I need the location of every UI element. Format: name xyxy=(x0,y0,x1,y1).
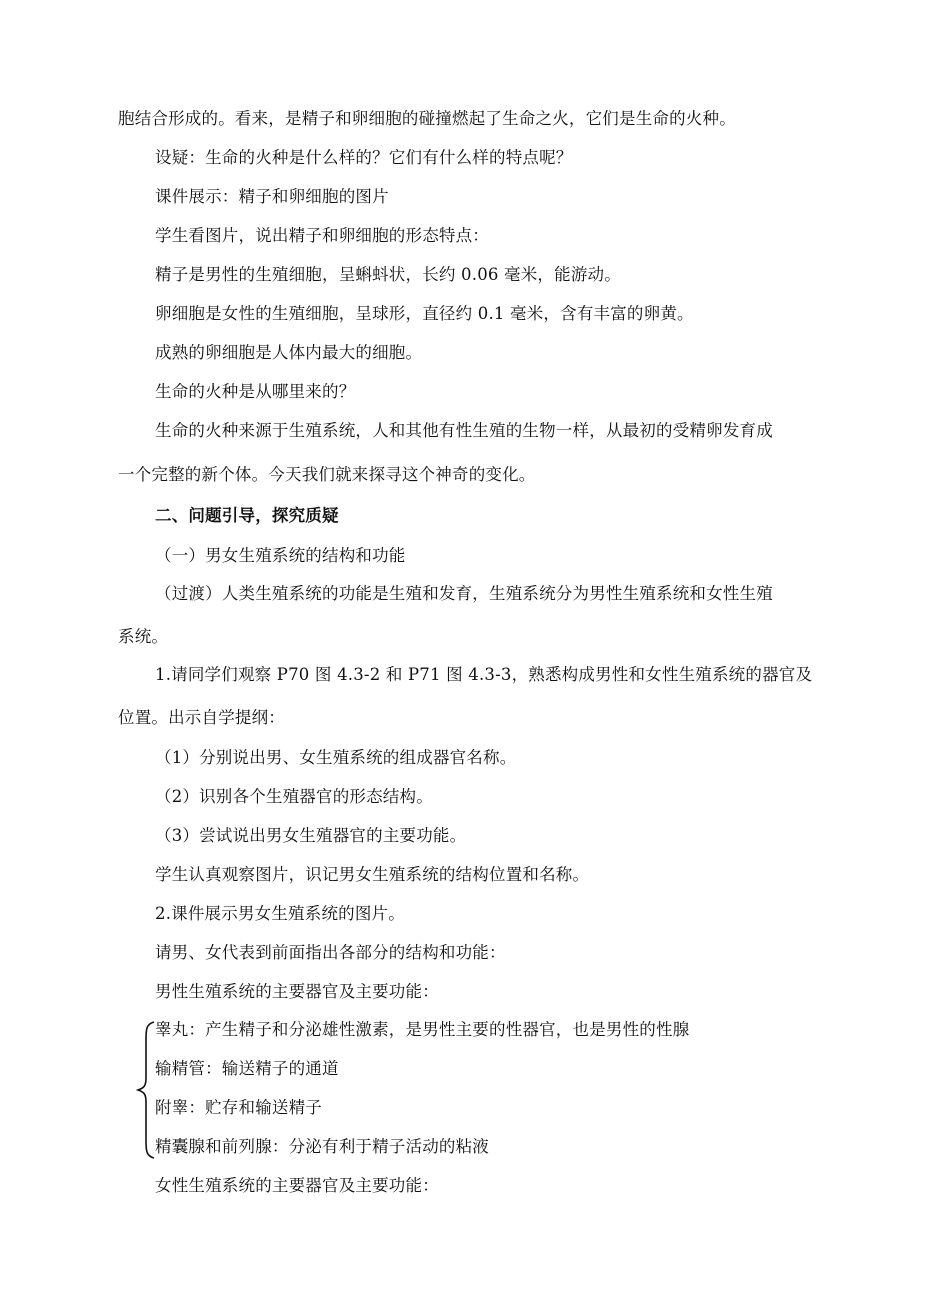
paragraph-line: 学生看图片，说出精子和卵细胞的形态特点： xyxy=(155,226,489,245)
paragraph-line: 生命的火种是从哪里来的？ xyxy=(155,382,356,401)
paragraph-line: 2.课件展示男女生殖系统的图片。 xyxy=(155,904,405,923)
section-heading: 二、问题引导，探究质疑 xyxy=(155,506,339,525)
left-brace-icon xyxy=(136,1020,156,1160)
paragraph-line: 一个完整的新个体。今天我们就来探寻这个神奇的变化。 xyxy=(118,465,536,484)
subsection-heading: （一）男女生殖系统的结构和功能 xyxy=(155,546,406,565)
paragraph-line: （过渡）人类生殖系统的功能是生殖和发育，生殖系统分为男性生殖系统和女性生殖 xyxy=(155,584,773,603)
paragraph-line: 女性生殖系统的主要器官及主要功能： xyxy=(155,1176,439,1195)
list-item: （3）尝试说出男女生殖器官的主要功能。 xyxy=(155,826,467,845)
paragraph-line: 男性生殖系统的主要器官及主要功能： xyxy=(155,982,439,1001)
paragraph-line: 设疑：生命的火种是什么样的？它们有什么样的特点呢？ xyxy=(155,148,573,167)
paragraph-line: 1.请同学们观察 P70 图 4.3-2 和 P71 图 4.3-3，熟悉构成男性和女性生殖系统的器官及 xyxy=(155,665,813,684)
paragraph-line: 学生认真观察图片，识记男女生殖系统的结构位置和名称。 xyxy=(155,865,590,884)
paragraph-line: 课件展示：精子和卵细胞的图片 xyxy=(155,187,389,206)
paragraph-line: 卵细胞是女性的生殖细胞，呈球形，直径约 0.1 毫米，含有丰富的卵黄。 xyxy=(155,304,694,323)
paragraph-line: 位置。出示自学提纲： xyxy=(118,708,285,727)
paragraph-line: 胞结合形成的。看来，是精子和卵细胞的碰撞燃起了生命之火，它们是生命的火种。 xyxy=(118,109,736,128)
organ-item: 睾丸：产生精子和分泌雄性激素，是男性主要的性器官，也是男性的性腺 xyxy=(155,1020,690,1039)
organ-item: 精囊腺和前列腺：分泌有利于精子活动的粘液 xyxy=(155,1137,489,1156)
organ-item: 附睾：贮存和输送精子 xyxy=(155,1098,322,1117)
list-item: （1）分别说出男、女生殖系统的组成器官名称。 xyxy=(155,748,517,767)
paragraph-line: 成熟的卵细胞是人体内最大的细胞。 xyxy=(155,343,423,362)
organ-item: 输精管：输送精子的通道 xyxy=(155,1059,339,1078)
paragraph-line: 生命的火种来源于生殖系统，人和其他有性生殖的生物一样，从最初的受精卵发育成 xyxy=(155,421,773,440)
list-item: （2）识别各个生殖器官的形态结构。 xyxy=(155,787,433,806)
paragraph-line: 系统。 xyxy=(118,627,169,646)
paragraph-line: 精子是男性的生殖细胞，呈蝌蚪状，长约 0.06 毫米，能游动。 xyxy=(155,265,621,284)
paragraph-line: 请男、女代表到前面指出各部分的结构和功能： xyxy=(155,943,506,962)
